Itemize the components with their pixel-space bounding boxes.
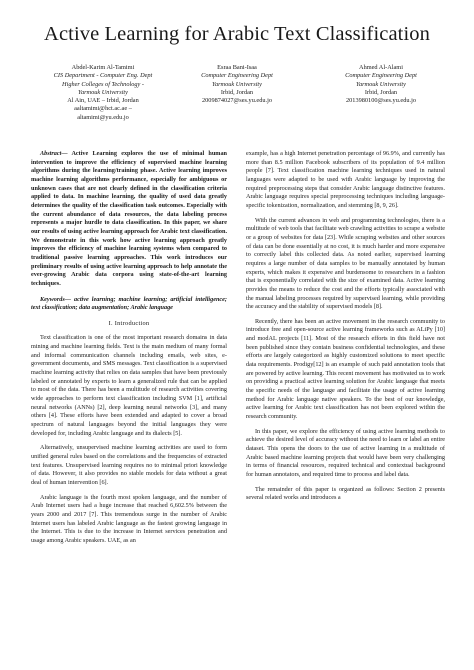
body-paragraph: Recently, there has been an active movement in the research community to introduce free and open-source active learning frameworks such as ALiPy [10] and modAL projects [11]. Most of the research efforts in this field have not been published since they contain business confidential technologies, and these efforts are largely categorized as highly customized solutions to meet specific data requirements. Prodigy[12] is an example of such paid annotation tools that are powered by active learning. This recent movement has motivated us to work on providing a practical active learning solution for Arabic language that meets the specific needs of the language and facilitate the usage of active learning method for Arabic language native speakers. To the best of our knowledge, active learning for Arabic text classification has not been explored within the research community.: [246, 317, 445, 421]
author-name: Ahmed Al-Alami: [359, 64, 403, 71]
body-paragraph: Alternatively, unsupervised machine learning activities are used to form unified general rules based on the correlations and the frequencies of extracted text features. Unsupervised learning requires no to minimal priori knowledge of data. However, it also provides no stable models for data without a great deal of human intervention [6].: [31, 444, 227, 486]
author-location: Irbid, Jordan: [220, 88, 254, 96]
abstract: [31, 150, 227, 289]
author-affiliation: Computer Engineering Dept: [201, 72, 273, 80]
right-column: [246, 150, 445, 509]
keywords-text: active learning; machine learning; artificial intelligence; text classification; data augmentation; Arabic language: [31, 295, 227, 312]
author-affiliation: Yarmouk University: [212, 80, 262, 88]
body-paragraph: In this paper, we explore the efficiency of using active learning methods to achieve the desired level of accuracy without the need to learn or label an entire dataset. This opens the doors to the use of active learning in a multitude of Arabic based machine learning projects that would have been very challenging in terms of financial resources, required technical and contextual background for human annotators, and required time to process and label data.: [246, 427, 445, 478]
author-affiliation: CIS Department - Computer Eng. Dept: [53, 72, 153, 80]
keywords: [31, 296, 227, 313]
keywords-label: Keywords—: [40, 295, 71, 303]
body-paragraph: example, has a high Internet penetration percentage of 96.9%, and currently has more than 8.5 million Facebook subscribers of its population of 9.4 million people [7]. Text classification machine learning techniques used in natural languages were adapted to be used with Arabic language by improving the required preprocessing steps that consider Arabic language distinctive features. Arabic language requires special preprocessing techniques including language-specific tokenization, normalization, and stemming [8, 9, 26].: [246, 150, 445, 209]
author-email: 2013980100@ses.yu.edu.jo: [346, 97, 416, 105]
author-affiliation: Computer Engineering Dept: [345, 72, 417, 80]
left-column: [31, 150, 227, 552]
author-block-2: [170, 64, 304, 105]
paper-title: Active Learning for Arabic Text Classification: [44, 23, 430, 45]
body-paragraph: Text classification is one of the most important research domains in data mining and machine learning fields. Text is the main medium of many formal and informal communication channels including emails, web sites, e-government documents, and SMS messages. Text classification is a supervised machine learning activity that relies on data samples that have been previously labeled or annotated by experts to learn a generalized rule that can be applied to most of the data. There has been a multitude of research activities covering wide approaches to perform text classification including SVM [1], artificial neural networks (ANNs) [2], deep learning neural networks [3], and many others [4]. These efforts have been extended and adapted to cover a broad spectrum of natural languages beyond the initial languages they were developed for, including Arabic language and its dialects [5].: [31, 334, 227, 437]
author-name: Esraa Bani-Isaa: [217, 64, 257, 71]
author-location: Al Ain, UAE – Irbid, Jordan: [67, 97, 139, 105]
body-paragraph: Arabic language is the fourth most spoken language, and the number of Arab Internet users had a huge increase that reached 6,602.5% between the years 2000 and 2017 [7]. This tremendous surge in the number of Arabic Internet users has labeled Arabic language as the fastest growing language in the Internet. This is due to the increase in Internet services penetration and usage among Arabic speakers. UAE, as an: [31, 493, 227, 544]
author-affiliation: Yarmouk University: [356, 80, 406, 88]
author-email: altamimi@yu.edu.jo: [77, 113, 129, 121]
author-block-3: [314, 64, 448, 105]
body-paragraph: With the current advances in web and programming technologies, there is a multitude of web tools that facilitate web crawling activities to scrape a website or a group of websites for data [23]. While scraping websites and other sources of data can be done essentially at no cost, it is much harder and more expensive to correctly label this collected data. As noted earlier, supervised learning requires a large number of data samples to be manually annotated by human experts, which makes it expensive and burdensome to researchers in a fashion that is exponentially correlated with the size of examined data. Active learning provides the means to reduce the cost and the efforts typically associated with the manual labeling processes required by supervised learning, while providing the accuracy and the stability of supervised models [8].: [246, 216, 445, 311]
section-heading: I. Introduction: [108, 319, 150, 327]
abstract-text: Active Learning explores the use of minimal human intervention to improve the efficiency of supervised machine learning algorithms during the learning/training phase. Active learning improves machine learning algorithms performance, especially for ambiguous or unknown cases that are not clearly defined in the classification criteria applied to data. In machine learning, the quality of used data greatly determines the quality of the classification task outcomes. Especially with the current abundance of data resources, the data labeling process represents a major hurdle to data classification. In this paper, we share our results of using active learning approach for Arabic text classification. We demonstrate in this work how active learning approach greatly improves the efficiency of machine learning systems when compared to traditional passive learning approaches. This work introduces our preliminary results of using active learning approach to help annotate the ever-growing Arabic data corpora using state-of-the-art learning techniques.: [31, 150, 227, 287]
body-paragraph: The remainder of this paper is organized as follows: Section 2 presents several related works and introduces a: [246, 485, 445, 502]
author-name: Abdel-Karim Al-Tamimi: [71, 64, 135, 71]
author-affiliation: Higher Colleges of Technology -: [62, 80, 144, 88]
author-email: 2009874027@ses.yu.edu.jo: [202, 97, 272, 105]
author-affiliation: Yarmouk University: [78, 88, 128, 96]
author-email: aaltamimi@hct.ac.ae –: [74, 105, 132, 113]
author-location: Irbid, Jordan: [364, 88, 398, 96]
author-block-1: [28, 64, 178, 122]
abstract-label: Abstract—: [40, 150, 68, 157]
